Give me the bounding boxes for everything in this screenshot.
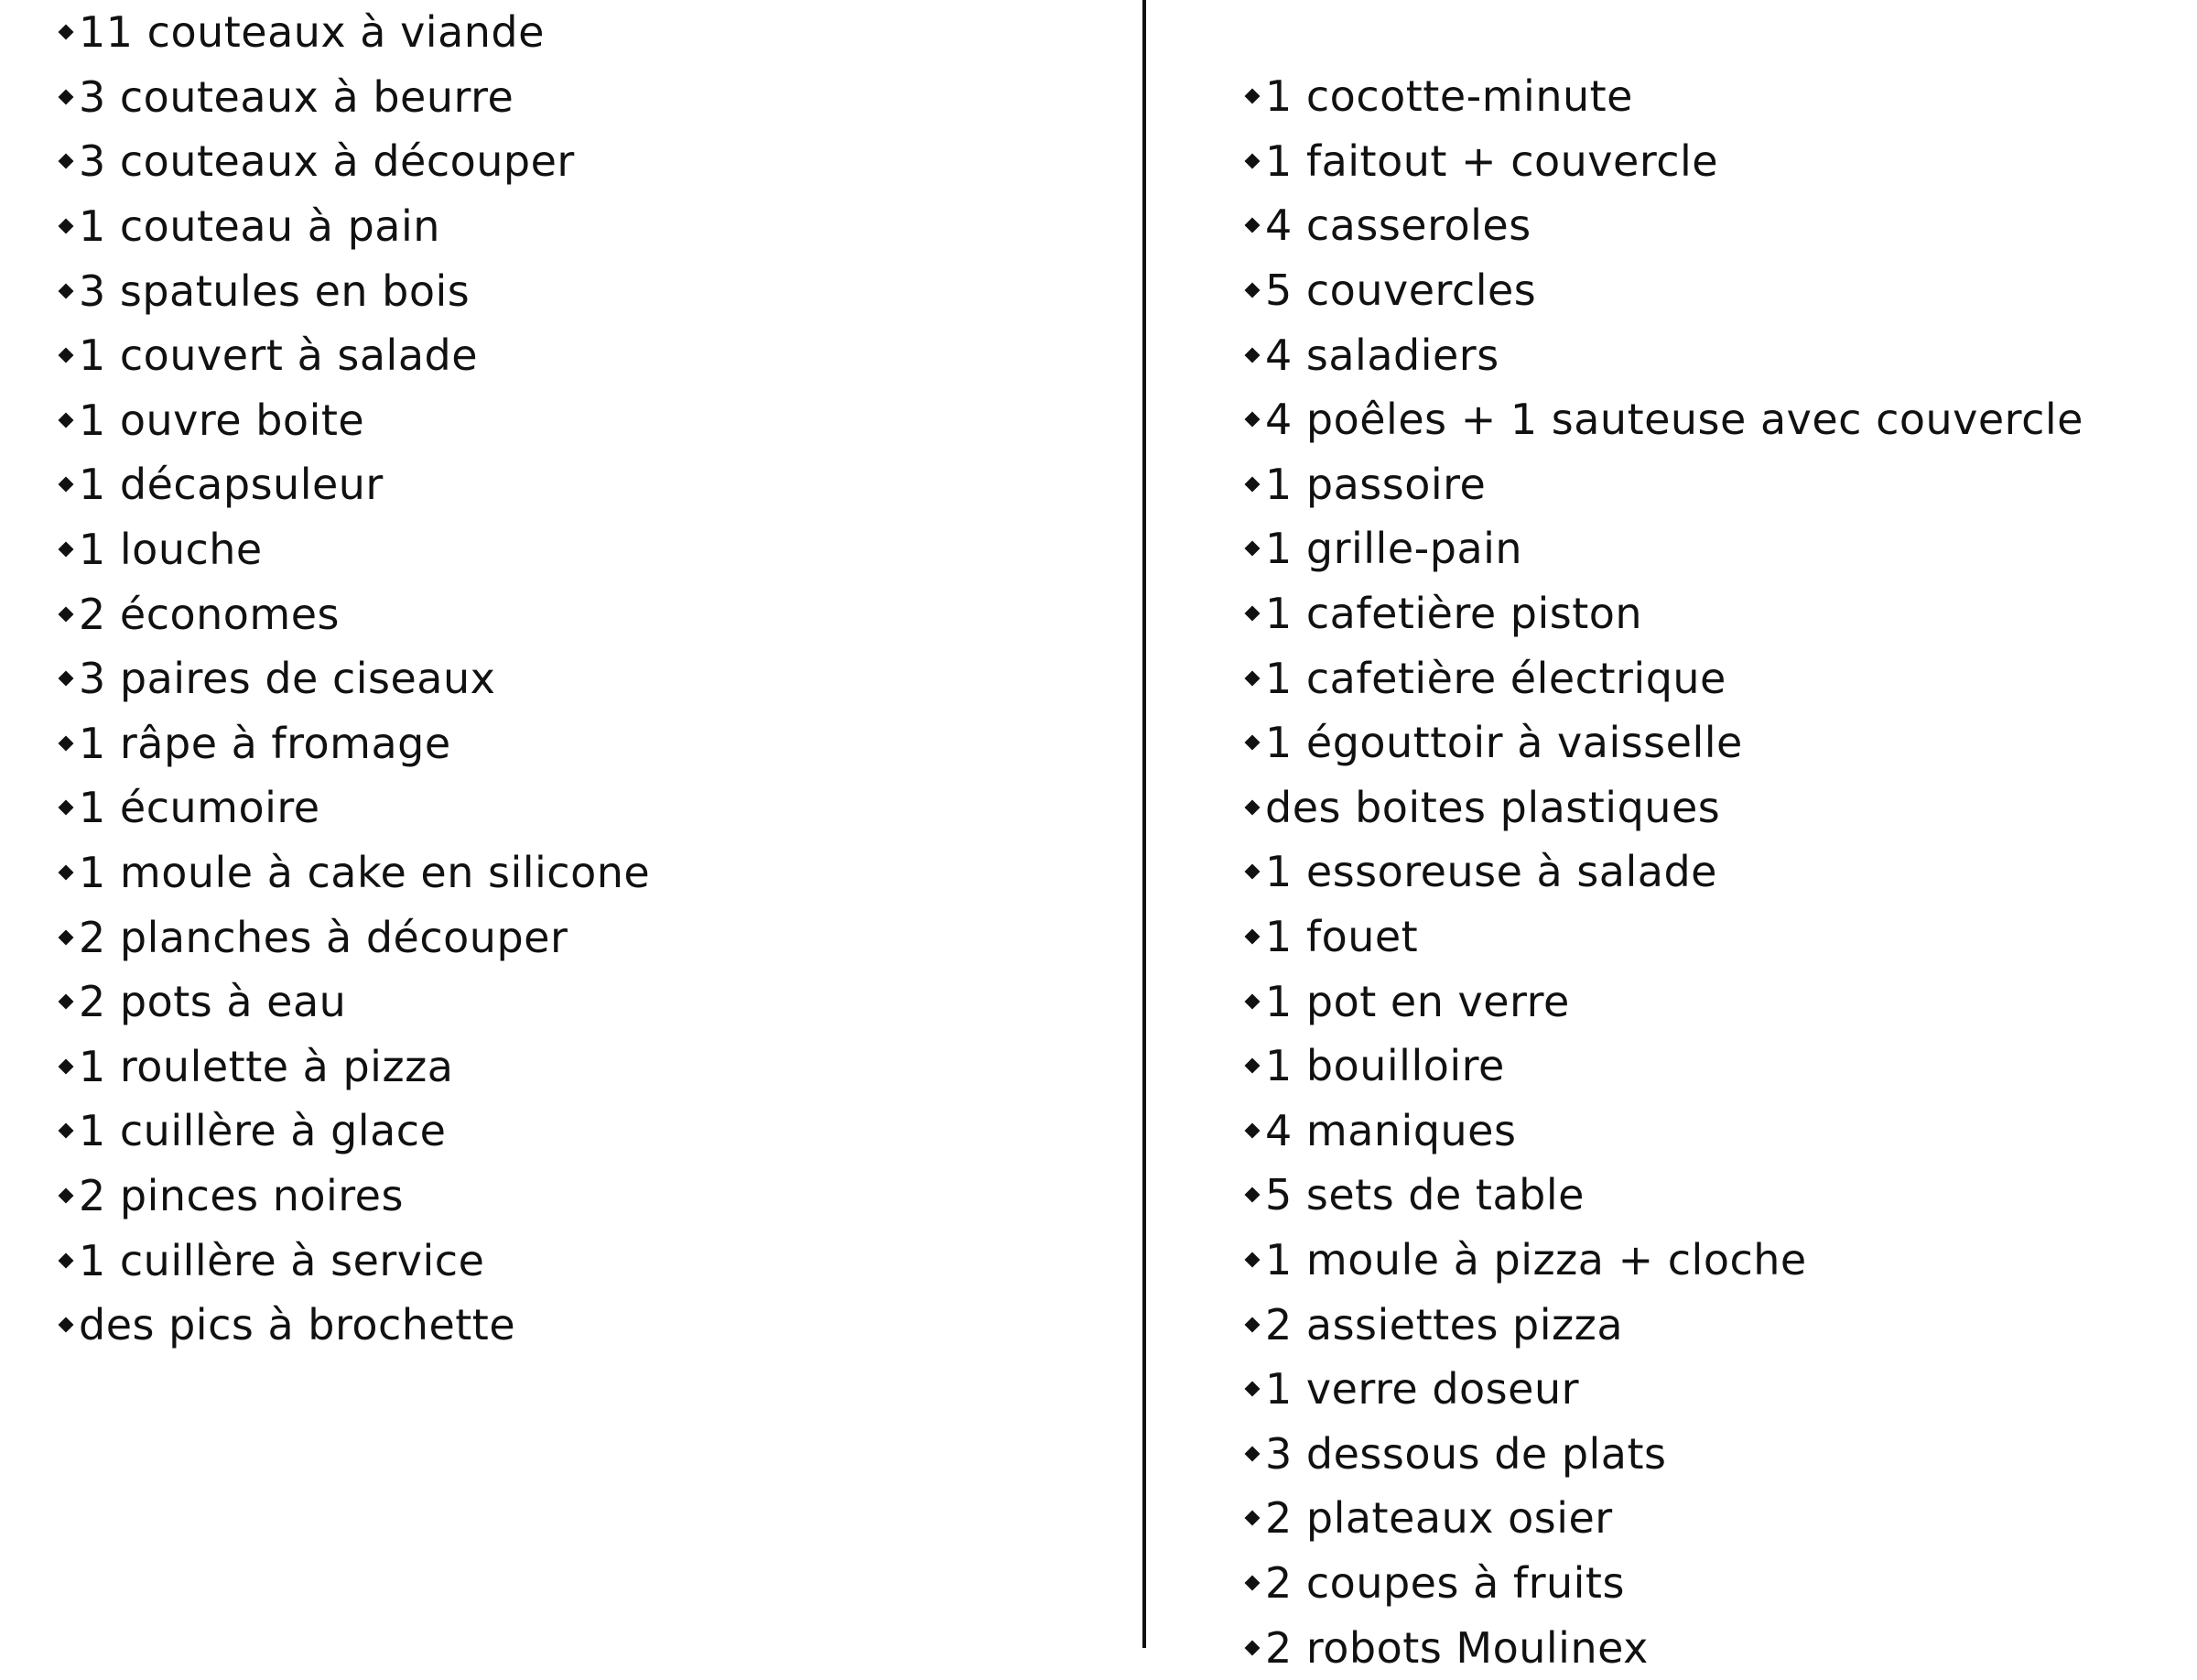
diamond-bullet-icon [1245, 541, 1261, 557]
list-item [57, 0, 1119, 65]
right-item-list [1243, 64, 2159, 1680]
list-item [57, 1035, 1119, 1100]
list-item [1243, 1228, 2159, 1293]
diamond-bullet-icon [59, 735, 74, 751]
diamond-bullet-icon [1245, 1122, 1261, 1138]
item-text: 1 grille-pain [1265, 524, 1523, 574]
diamond-bullet-icon [59, 606, 74, 622]
diamond-bullet-icon [1245, 735, 1261, 751]
item-text: 4 casseroles [1265, 201, 1531, 251]
diamond-bullet-icon [1245, 1317, 1261, 1332]
item-text: 5 couvercles [1265, 266, 1537, 316]
item-text: 2 coupes à fruits [1265, 1557, 1625, 1608]
list-item [1243, 905, 2159, 970]
list-item [1243, 322, 2159, 387]
diamond-bullet-icon [59, 800, 74, 816]
list-item [57, 581, 1119, 646]
diamond-bullet-icon [59, 89, 74, 104]
item-text: 3 couteaux à découper [79, 136, 575, 187]
diamond-bullet-icon [59, 671, 74, 687]
diamond-bullet-icon [59, 994, 74, 1010]
item-text: 1 cocotte-minute [1265, 71, 1633, 122]
item-text: 2 pinces noires [79, 1170, 404, 1220]
item-text: 1 bouilloire [1265, 1041, 1505, 1091]
item-text: 4 poêles + 1 sauteuse avec couvercle [1265, 395, 2083, 445]
item-text: 2 planches à découper [79, 912, 568, 962]
item-text: 3 paires de ciseaux [79, 654, 496, 704]
item-text: des boites plastiques [1265, 782, 1721, 832]
diamond-bullet-icon [59, 929, 74, 945]
list-item [1243, 1357, 2159, 1422]
diamond-bullet-icon [59, 1058, 74, 1074]
item-text: 2 assiettes pizza [1265, 1299, 1624, 1349]
item-text: 2 robots Moulinex [1265, 1622, 1649, 1673]
diamond-bullet-icon [1245, 218, 1261, 233]
list-item [57, 905, 1119, 970]
list-item [57, 452, 1119, 517]
list-item [1243, 1099, 2159, 1164]
diamond-bullet-icon [59, 1123, 74, 1139]
diamond-bullet-icon [59, 865, 74, 881]
column-divider [1142, 0, 1146, 1648]
item-text: 1 couvert à salade [79, 331, 479, 381]
diamond-bullet-icon [59, 542, 74, 558]
item-text: 11 couteaux à viande [79, 7, 545, 58]
list-item [1243, 1551, 2159, 1616]
list-item [1243, 1034, 2159, 1099]
diamond-bullet-icon [1245, 1382, 1261, 1397]
diamond-bullet-icon [59, 1317, 74, 1333]
list-item [57, 711, 1119, 776]
item-text: 1 verre doseur [1265, 1364, 1580, 1414]
list-item [1243, 775, 2159, 840]
diamond-bullet-icon [1245, 153, 1261, 168]
diamond-bullet-icon [1245, 412, 1261, 428]
list-item [1243, 840, 2159, 905]
list-item [57, 646, 1119, 711]
list-item [57, 1293, 1119, 1358]
list-item [57, 65, 1119, 130]
item-text: 1 écumoire [79, 783, 320, 833]
diamond-bullet-icon [1245, 1252, 1261, 1267]
item-text: 3 spatules en bois [79, 266, 471, 316]
list-item [57, 840, 1119, 905]
list-item [1243, 645, 2159, 710]
diamond-bullet-icon [1245, 864, 1261, 880]
diamond-bullet-icon [1245, 1187, 1261, 1203]
diamond-bullet-icon [1245, 1058, 1261, 1074]
list-item [1243, 129, 2159, 194]
item-text: 2 économes [79, 589, 340, 639]
list-item [1243, 710, 2159, 775]
list-item [1243, 452, 2159, 517]
list-item [1243, 969, 2159, 1034]
item-text: des pics à brochette [79, 1300, 516, 1350]
list-item [57, 258, 1119, 323]
item-text: 1 passoire [1265, 459, 1487, 509]
item-text: 1 cuillère à glace [79, 1106, 447, 1156]
diamond-bullet-icon [1245, 89, 1261, 104]
list-item [1243, 387, 2159, 452]
list-item [57, 1164, 1119, 1229]
list-item [1243, 258, 2159, 323]
diamond-bullet-icon [59, 1252, 74, 1268]
diamond-bullet-icon [59, 25, 74, 40]
diamond-bullet-icon [1245, 476, 1261, 492]
item-text: 1 moule à pizza + cloche [1265, 1234, 1807, 1284]
left-item-list [57, 0, 1119, 1357]
list-item [1243, 1292, 2159, 1357]
diamond-bullet-icon [1245, 929, 1261, 945]
diamond-bullet-icon [1245, 670, 1261, 686]
diamond-bullet-icon [1245, 1446, 1261, 1461]
item-text: 3 couteaux à beurre [79, 71, 514, 122]
list-item [57, 323, 1119, 388]
item-text: 1 fouet [1265, 912, 1419, 962]
item-text: 1 ouvre boite [79, 395, 365, 445]
list-item [57, 129, 1119, 194]
list-item [1243, 1486, 2159, 1551]
diamond-bullet-icon [1245, 799, 1261, 815]
list-item [57, 775, 1119, 840]
diamond-bullet-icon [59, 283, 74, 298]
item-text: 1 essoreuse à salade [1265, 847, 1717, 897]
diamond-bullet-icon [1245, 606, 1261, 622]
list-item [1243, 1421, 2159, 1486]
diamond-bullet-icon [1245, 347, 1261, 363]
item-text: 4 maniques [1265, 1105, 1517, 1155]
item-text: 1 moule à cake en silicone [79, 848, 651, 898]
item-text: 1 égouttoir à vaisselle [1265, 718, 1743, 768]
diamond-bullet-icon [59, 477, 74, 493]
list-item [57, 388, 1119, 453]
diamond-bullet-icon [59, 348, 74, 363]
diamond-bullet-icon [1245, 283, 1261, 298]
list-item [57, 517, 1119, 582]
item-text: 5 sets de table [1265, 1170, 1585, 1220]
item-text: 1 roulette à pizza [79, 1041, 454, 1091]
item-text: 2 pots à eau [79, 977, 347, 1027]
list-item [57, 1228, 1119, 1293]
item-text: 1 décapsuleur [79, 460, 384, 510]
list-item [57, 194, 1119, 259]
list-item [57, 1099, 1119, 1164]
list-item [1243, 516, 2159, 581]
item-text: 1 cafetière électrique [1265, 653, 1726, 703]
item-text: 4 saladiers [1265, 330, 1499, 380]
list-item [1243, 581, 2159, 646]
item-text: 3 dessous de plats [1265, 1428, 1667, 1479]
diamond-bullet-icon [59, 412, 74, 428]
item-text: 1 faitout + couvercle [1265, 135, 1719, 186]
diamond-bullet-icon [59, 219, 74, 234]
item-text: 1 pot en verre [1265, 976, 1570, 1026]
list-item [1243, 1163, 2159, 1228]
item-text: 1 couteau à pain [79, 201, 440, 252]
list-item [1243, 64, 2159, 129]
item-text: 1 louche [79, 525, 263, 575]
diamond-bullet-icon [59, 154, 74, 169]
list-item [1243, 193, 2159, 258]
diamond-bullet-icon [1245, 993, 1261, 1009]
diamond-bullet-icon [1245, 1511, 1261, 1526]
item-text: 2 plateaux osier [1265, 1493, 1613, 1544]
item-text: 1 cafetière piston [1265, 589, 1643, 639]
list-item [57, 970, 1119, 1035]
item-text: 1 râpe à fromage [79, 718, 451, 768]
item-text: 1 cuillère à service [79, 1235, 485, 1285]
diamond-bullet-icon [59, 1187, 74, 1203]
diamond-bullet-icon [1245, 1575, 1261, 1590]
